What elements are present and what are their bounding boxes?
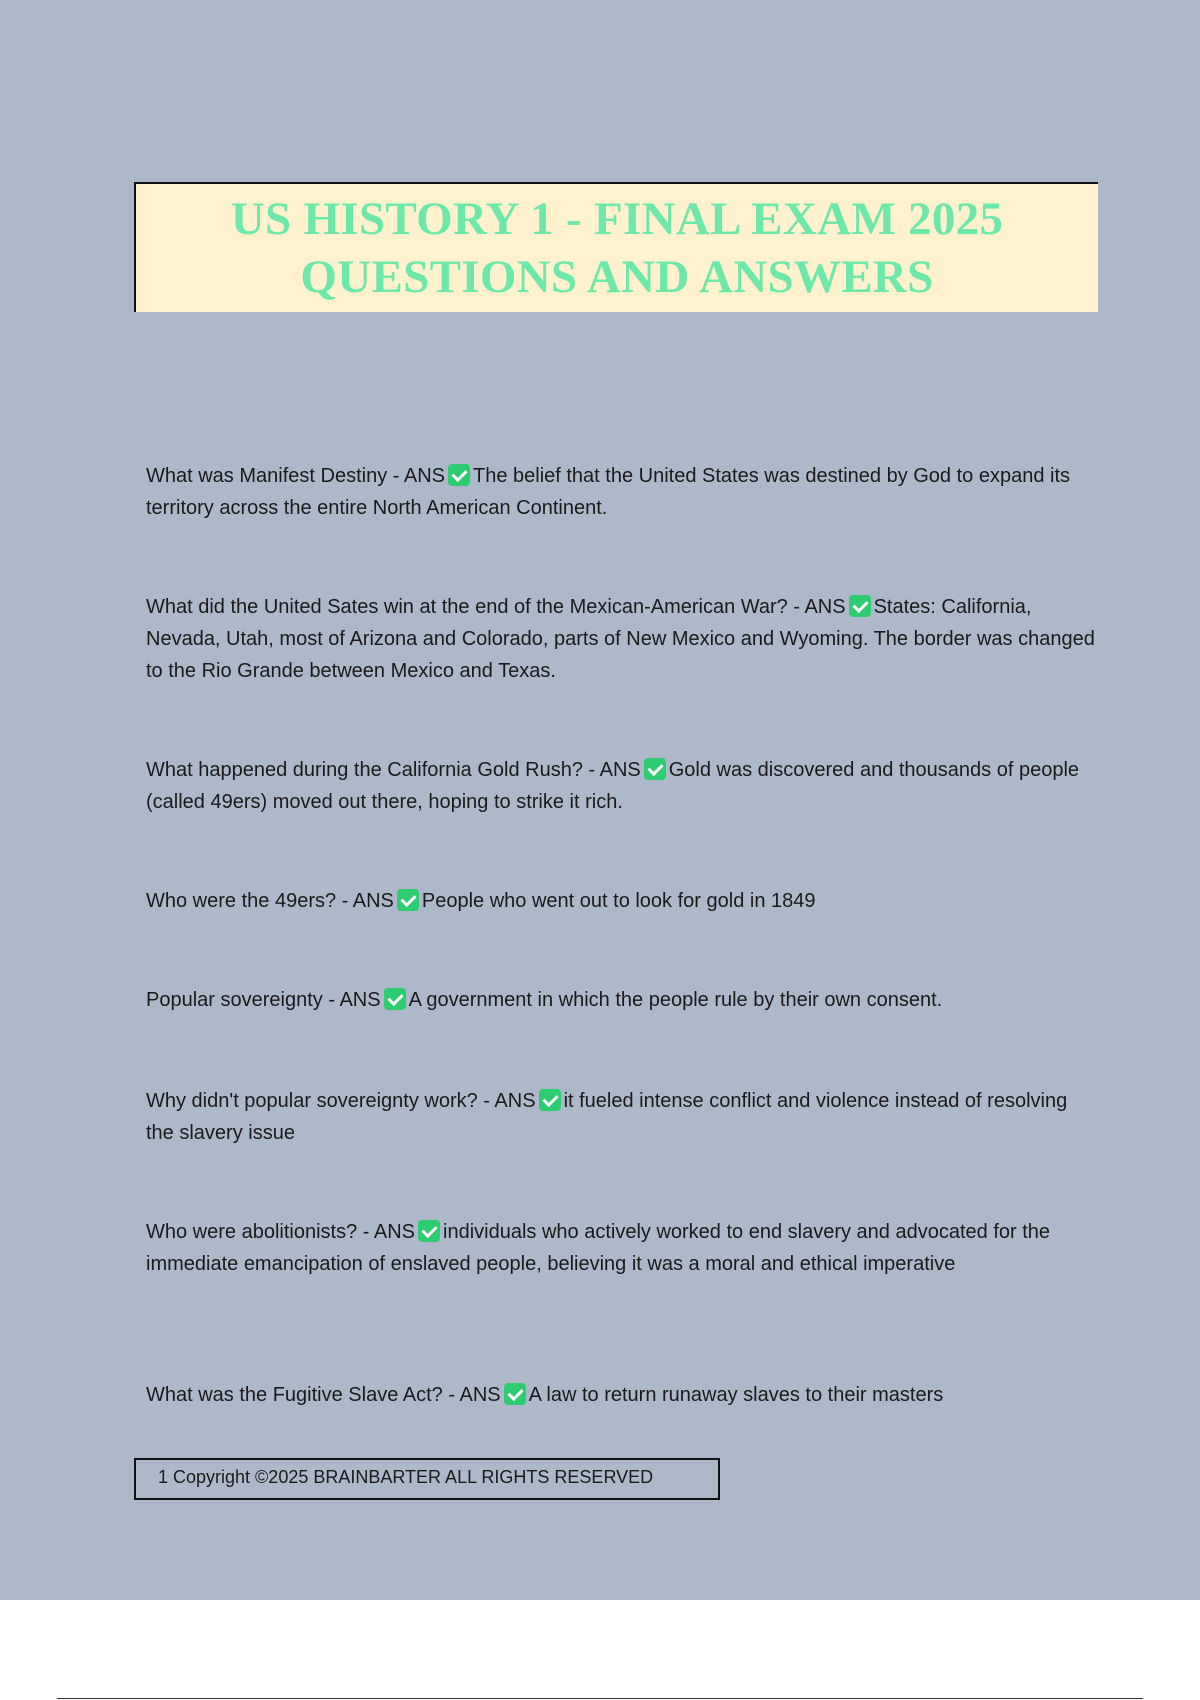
check-mark-icon	[644, 758, 666, 780]
check-mark-icon	[849, 595, 871, 617]
answer-text: Gold was discovered and thousands of people (called 49ers) moved out there, hoping to strike it rich.	[146, 759, 1080, 813]
question-text: What was Manifest Destiny - ANS	[146, 465, 445, 487]
qa-item	[146, 1379, 1096, 1411]
answer-text: it fueled intense conflict and violence instead of resolving the slavery issue	[146, 1090, 1068, 1144]
qa-item	[146, 460, 1096, 524]
check-mark-icon	[418, 1220, 440, 1242]
question-text: Who were the 49ers? - ANS	[146, 890, 394, 912]
question-text: What did the United Sates win at the end of the Mexican-American War? - ANS	[146, 596, 846, 618]
title-line-1: US HISTORY 1 - FINAL EXAM 2025	[230, 193, 1004, 245]
check-mark-icon	[448, 464, 470, 486]
answer-text: individuals who actively worked to end slavery and advocated for the immediate emancipation of enslaved people, believing it was a moral and ethical imperative	[146, 1221, 1051, 1275]
check-mark-icon	[397, 889, 419, 911]
answer-text: A law to return runaway slaves to their masters	[528, 1384, 944, 1406]
check-mark-icon	[539, 1089, 561, 1111]
title-line-2: QUESTIONS AND ANSWERS	[300, 251, 934, 303]
question-text: What was the Fugitive Slave Act? - ANS	[146, 1384, 501, 1406]
qa-item	[146, 885, 1096, 917]
question-text: Popular sovereignty - ANS	[146, 989, 381, 1011]
copyright-footer: 1 Copyright ©2025 BRAINBARTER ALL RIGHTS RESERVED	[134, 1458, 720, 1500]
title-banner	[134, 182, 1098, 312]
check-mark-icon	[504, 1383, 526, 1405]
question-text: Who were abolitionists? - ANS	[146, 1221, 416, 1243]
answer-text: States: California, Nevada, Utah, most of Arizona and Colorado, parts of New Mexico and Wyoming. The border was changed to the Rio Grande between Mexico and Texas.	[146, 596, 1095, 682]
question-text: Why didn't popular sovereignty work? - ANS	[146, 1090, 536, 1112]
qa-item	[146, 754, 1096, 818]
bottom-divider	[57, 1698, 1143, 1699]
qa-item	[146, 1085, 1096, 1149]
qa-item	[146, 984, 1096, 1016]
answer-text: People who went out to look for gold in 1849	[421, 890, 816, 912]
check-mark-icon	[384, 988, 406, 1010]
answer-text: The belief that the United States was destined by God to expand its territory across the entire North American Continent.	[146, 465, 1071, 519]
question-text: What happened during the California Gold Rush? - ANS	[146, 759, 641, 781]
qa-item	[146, 1216, 1096, 1280]
qa-item	[146, 591, 1096, 687]
answer-text: A government in which the people rule by their own consent.	[408, 989, 943, 1011]
